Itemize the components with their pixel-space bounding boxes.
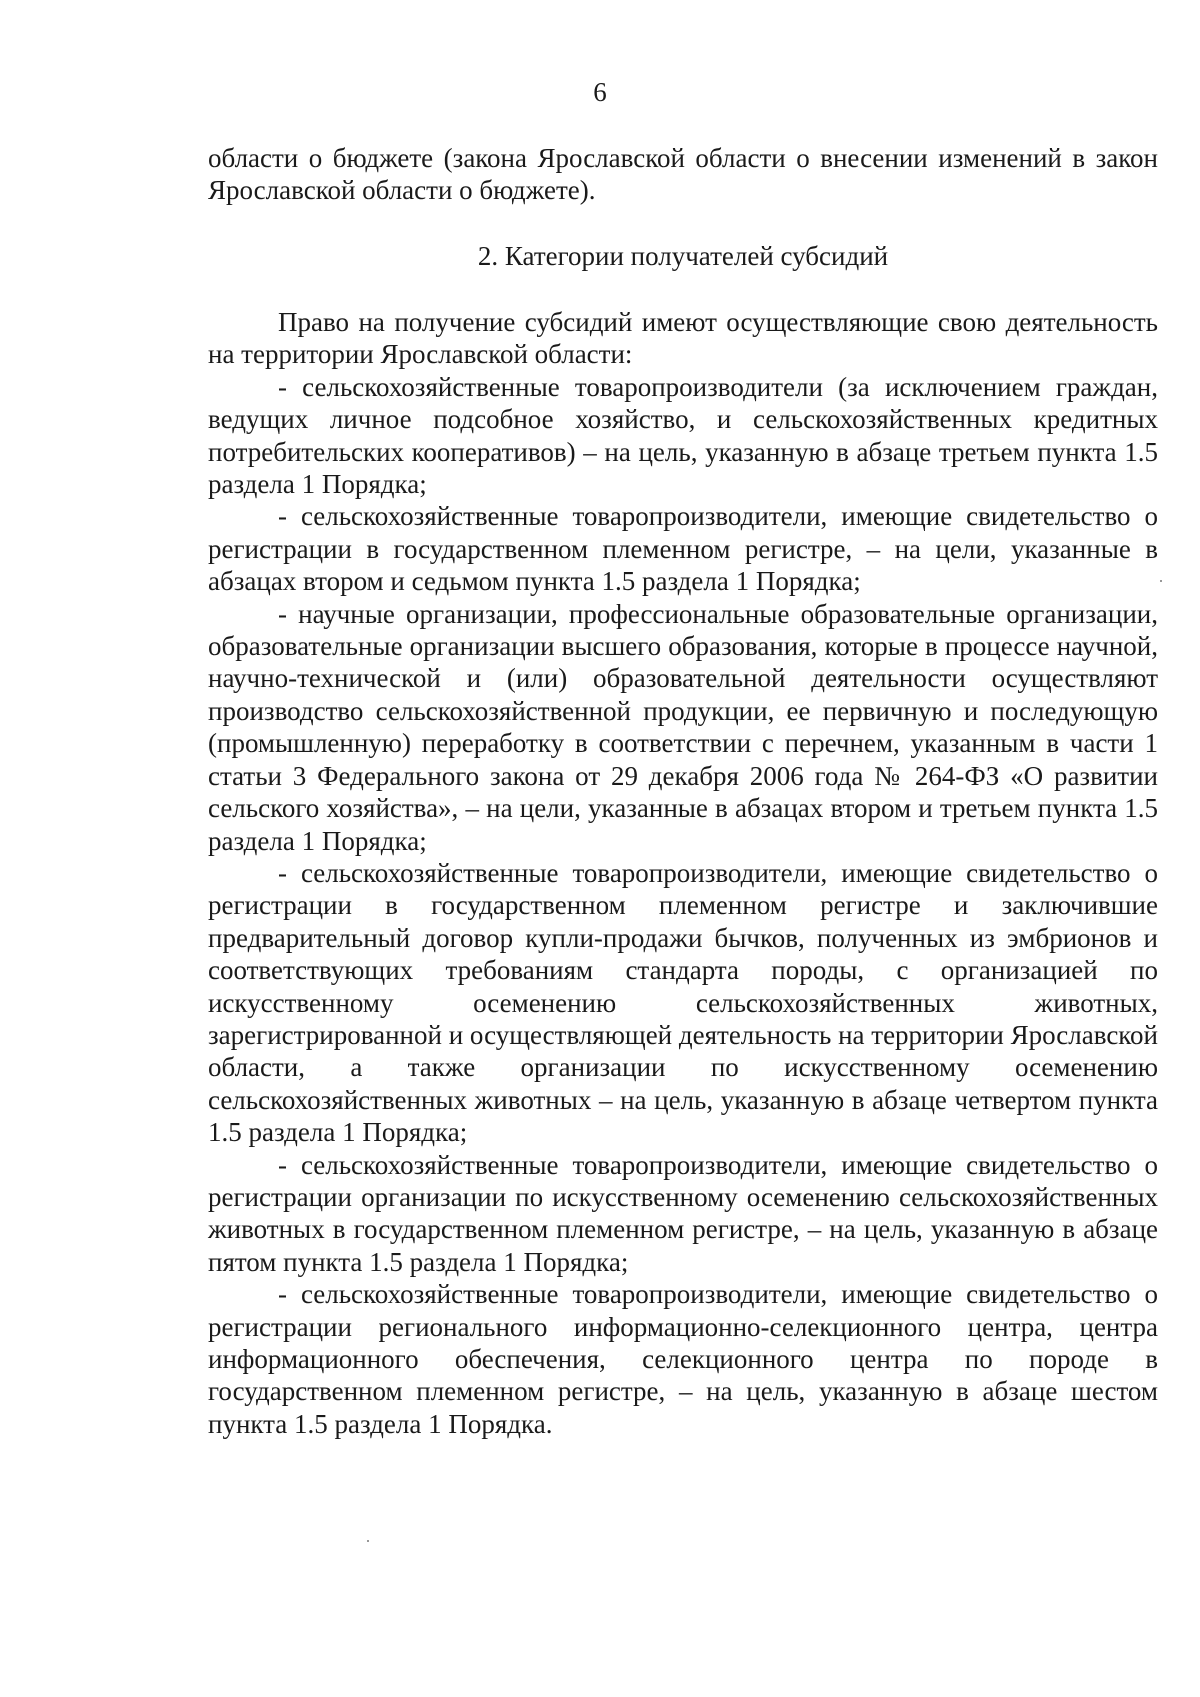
section-title: 2. Категории получателей субсидий [477, 241, 889, 271]
list-item: - сельскохозяйственные товаропроизводители (за исключением граждан, ведущих личное подсобное хозяйство, и сельскохозяйственных кредитных потребительских кооперативов) – на цель, указанную в абзаце третьем пункта 1.5 раздела 1 Порядка; [208, 371, 1158, 500]
list-item: - сельскохозяйственные товаропроизводители, имеющие свидетельство о регистрации в государственном племенном регистре и заключившие предварительный договор купли-продажи бычков, полученных из эмбрионов и соответствующих требованиям стандарта породы, с организацией по искусственному осеменению сельскохозяйственных животных, зарегистрированной и осуществляющей деятельность на территории Ярославской области, а также организации по искусственному осеменению сельскохозяйственных животных – на цель, указанную в абзаце четвертом пункта 1.5 раздела 1 Порядка; [208, 857, 1158, 1148]
list-item: - сельскохозяйственные товаропроизводители, имеющие свидетельство о регистрации в государственном племенном регистре, – на цели, указанные в абзацах втором и седьмом пункта 1.5 раздела 1 Порядка; [208, 501, 1158, 597]
lead-paragraph: Право на получение субсидий имеют осуществляющие свою деятельность на территории Ярославской области: [208, 307, 1158, 370]
intro-block [208, 142, 1158, 207]
scan-speck [367, 1540, 369, 1542]
list-item: - сельскохозяйственные товаропроизводители, имеющие свидетельство о регистрации регионального информационно-селекционного центра, центра информационного обеспечения, селекционного центра по породе в государственном племенном регистре, – на цель, указанную в абзаце шестом пункта 1.5 раздела 1 Порядка. [208, 1279, 1158, 1439]
list-item: - научные организации, профессиональные образовательные организации, образовательные организации высшего образования, которые в процессе научной, научно-технической и (или) образовательной деятельности осуществляют производство сельскохозяйственной продукции, ее первичную и последующую (промышленную) переработку в соответствии с перечнем, указанным в части 1 статьи 3 Федерального закона от 29 декабря 2006 года № 264-ФЗ «О развитии сельского хозяйства», – на цели, указанные в абзацах втором и третьем пункта 1.5 раздела 1 Порядка; [208, 598, 1158, 856]
page-number: 6 [593, 77, 607, 107]
main-text-block [208, 306, 1158, 1440]
scan-speck [1160, 580, 1162, 582]
list-item: - сельскохозяйственные товаропроизводители, имеющие свидетельство о регистрации организации по искусственному осеменению сельскохозяйственных животных в государственном племенном регистре, – на цель, указанную в абзаце пятом пункта 1.5 раздела 1 Порядка; [208, 1149, 1158, 1277]
intro-paragraph: области о бюджете (закона Ярославской области о внесении изменений в закон Ярославской области о бюджете). [208, 143, 1158, 206]
